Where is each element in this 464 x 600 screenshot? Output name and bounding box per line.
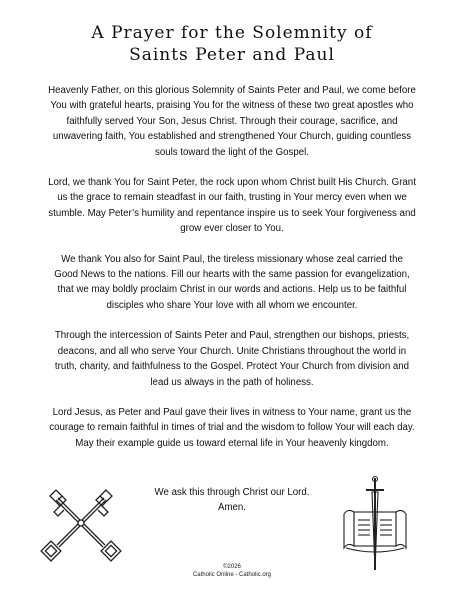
paragraph-lord-jesus: Lord Jesus, as Peter and Paul gave their lives in witness to Your name, grant us the courage to remain faithful in times of trial and the wisdom to follow Your will each day. May their example guide us toward eternal life in Your heavenly kingdom.: [49, 406, 415, 449]
copyright: ©2026: [223, 564, 241, 570]
closing-line: We ask this through Christ our Lord.: [154, 487, 310, 498]
amen: Amen.: [218, 502, 246, 513]
paragraph-saint-peter: Lord, we thank You for Saint Peter, the rock upon whom Christ built His Church. Grant us the grace to remain steadfast in our faith, trusting in Your mercy even when we stumble. May Peter’s humility and repentance inspire us to seek Your forgiveness and grow ever closer to You.: [48, 177, 416, 235]
title-line-1: A Prayer for the Solemnity of: [91, 23, 373, 43]
sword-and-scroll-icon: [336, 474, 414, 574]
prayer-body: [48, 83, 416, 466]
paragraph-saint-paul: We thank You also for Saint Paul, the tireless missionary whose zeal carried the Good News to the nations. Fill our hearts with the same passion for evangelization, that we may boldly proclaim Christ in our words and actions. Help us to be faithful disciples who share Your love with all whom we encounter.: [54, 253, 410, 311]
crossed-keys-icon: [38, 480, 124, 566]
source-credit: Catholic Online - Catholic.org: [192, 572, 272, 578]
closing: [132, 485, 332, 515]
title-line-2: Saints Peter and Paul: [129, 45, 335, 65]
paragraph-opening: Heavenly Father, on this glorious Solemnity of Saints Peter and Paul, we come before You with grateful hearts, praising You for the witness of these two great apostles who faithfully served Your Son, Jesus Christ. Through their courage, sacrifice, and unwavering faith, You established and strengthened Your Church, guiding countless souls toward the light of the Gospel.: [48, 85, 416, 158]
footer: [0, 563, 464, 579]
paragraph-intercession: Through the intercession of Saints Peter and Paul, strengthen our bishops, priests, deacons, and all who serve Your Church. Unite Christians throughout the world in truth, charity, and faithfulness to the Gospel. Protect Your Church from division and lead us always in the path of holiness.: [54, 330, 410, 388]
page-title: [0, 22, 464, 66]
